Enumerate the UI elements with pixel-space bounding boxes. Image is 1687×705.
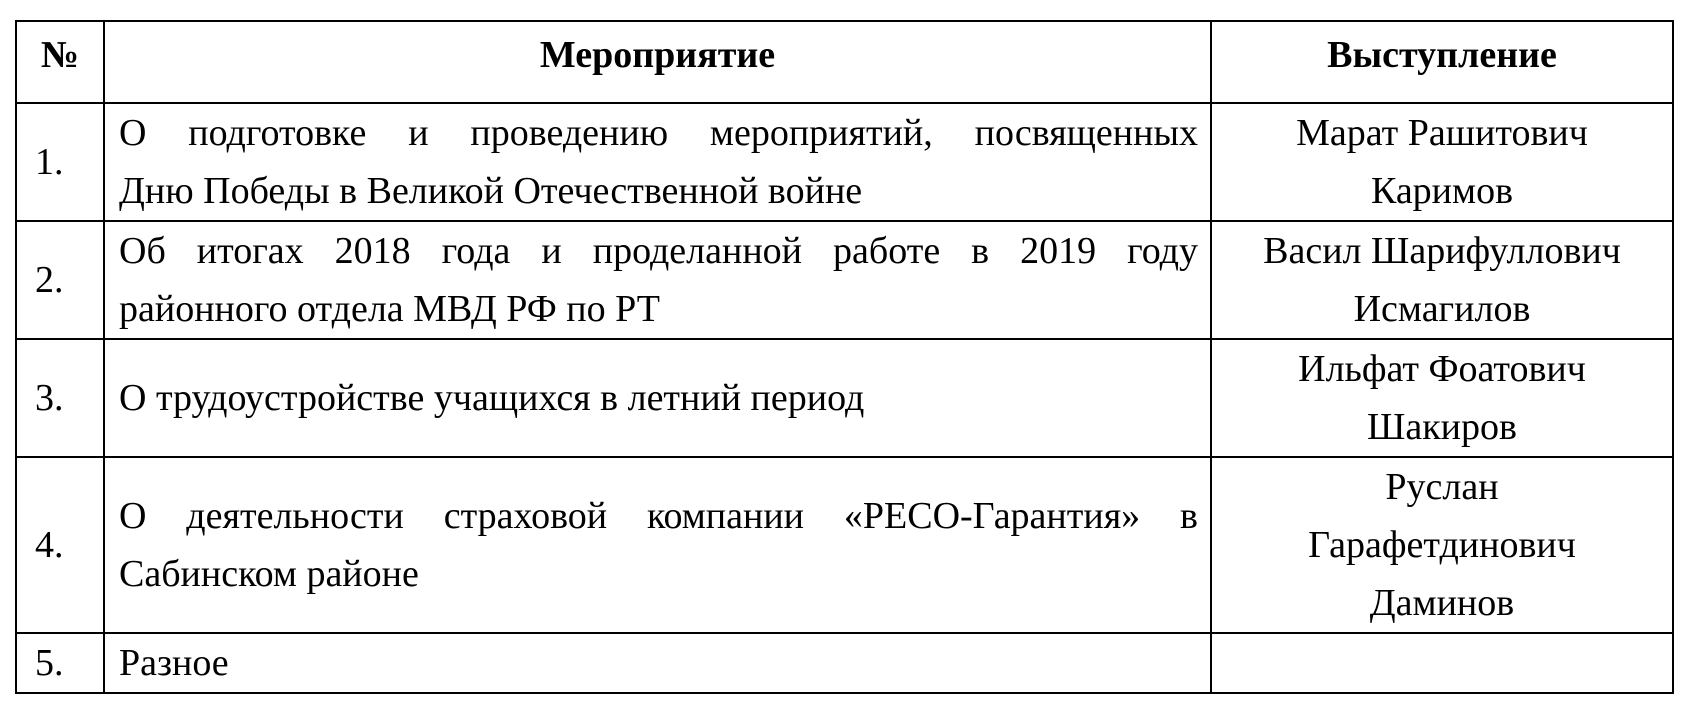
event-text-line: Сабинском районе	[119, 553, 419, 595]
event-text-line: Об итогах 2018 года и проделанной работе в 2019 году	[119, 230, 1198, 272]
event-text-line: районного отдела МВД РФ по РТ	[119, 288, 660, 330]
row-number: 1.	[16, 103, 104, 221]
row-number: 2.	[16, 221, 104, 339]
event-text-line: Дню Победы в Великой Отечественной войне	[119, 170, 863, 212]
speaker-cell	[1211, 103, 1673, 221]
header-event: Мероприятие	[104, 21, 1211, 103]
table-row	[16, 633, 1673, 693]
event-cell	[104, 339, 1211, 457]
row-number: 3.	[16, 339, 104, 457]
event-text-line: О подготовке и проведению мероприятий, посвященных	[119, 112, 1198, 154]
header-number: №	[16, 21, 104, 103]
speaker-cell	[1211, 339, 1673, 457]
row-number: 4.	[16, 457, 104, 633]
table-header-row	[16, 21, 1673, 103]
speaker-name-line: Руслан	[1385, 466, 1499, 508]
speaker-name-line: Даминов	[1369, 582, 1515, 624]
table-row	[16, 221, 1673, 339]
speaker-name-line: Шакиров	[1367, 406, 1517, 448]
event-cell	[104, 633, 1211, 693]
speaker-name-line: Ильфат Фоатович	[1298, 348, 1586, 390]
event-text-line: О деятельности страховой компании «РЕСО-Гарантия» в	[119, 495, 1198, 537]
speaker-name-line: Васил Шарифуллович	[1263, 230, 1621, 272]
agenda-table	[15, 20, 1674, 694]
speaker-cell	[1211, 457, 1673, 633]
event-cell	[104, 221, 1211, 339]
event-text-line: Разное	[119, 642, 229, 684]
event-cell	[104, 103, 1211, 221]
event-cell	[104, 457, 1211, 633]
speaker-cell-empty	[1211, 633, 1673, 693]
event-text-line: О трудоустройстве учащихся в летний период	[119, 377, 865, 419]
header-speaker: Выступление	[1211, 21, 1673, 103]
row-number: 5.	[16, 633, 104, 693]
table-row	[16, 339, 1673, 457]
speaker-name-line: Каримов	[1370, 170, 1514, 212]
table-row	[16, 457, 1673, 633]
speaker-name-line: Гарафетдинович	[1308, 524, 1576, 566]
table-row	[16, 103, 1673, 221]
speaker-name-line: Марат Рашитович	[1296, 112, 1588, 154]
speaker-name-line: Исмагилов	[1353, 288, 1531, 330]
speaker-cell	[1211, 221, 1673, 339]
